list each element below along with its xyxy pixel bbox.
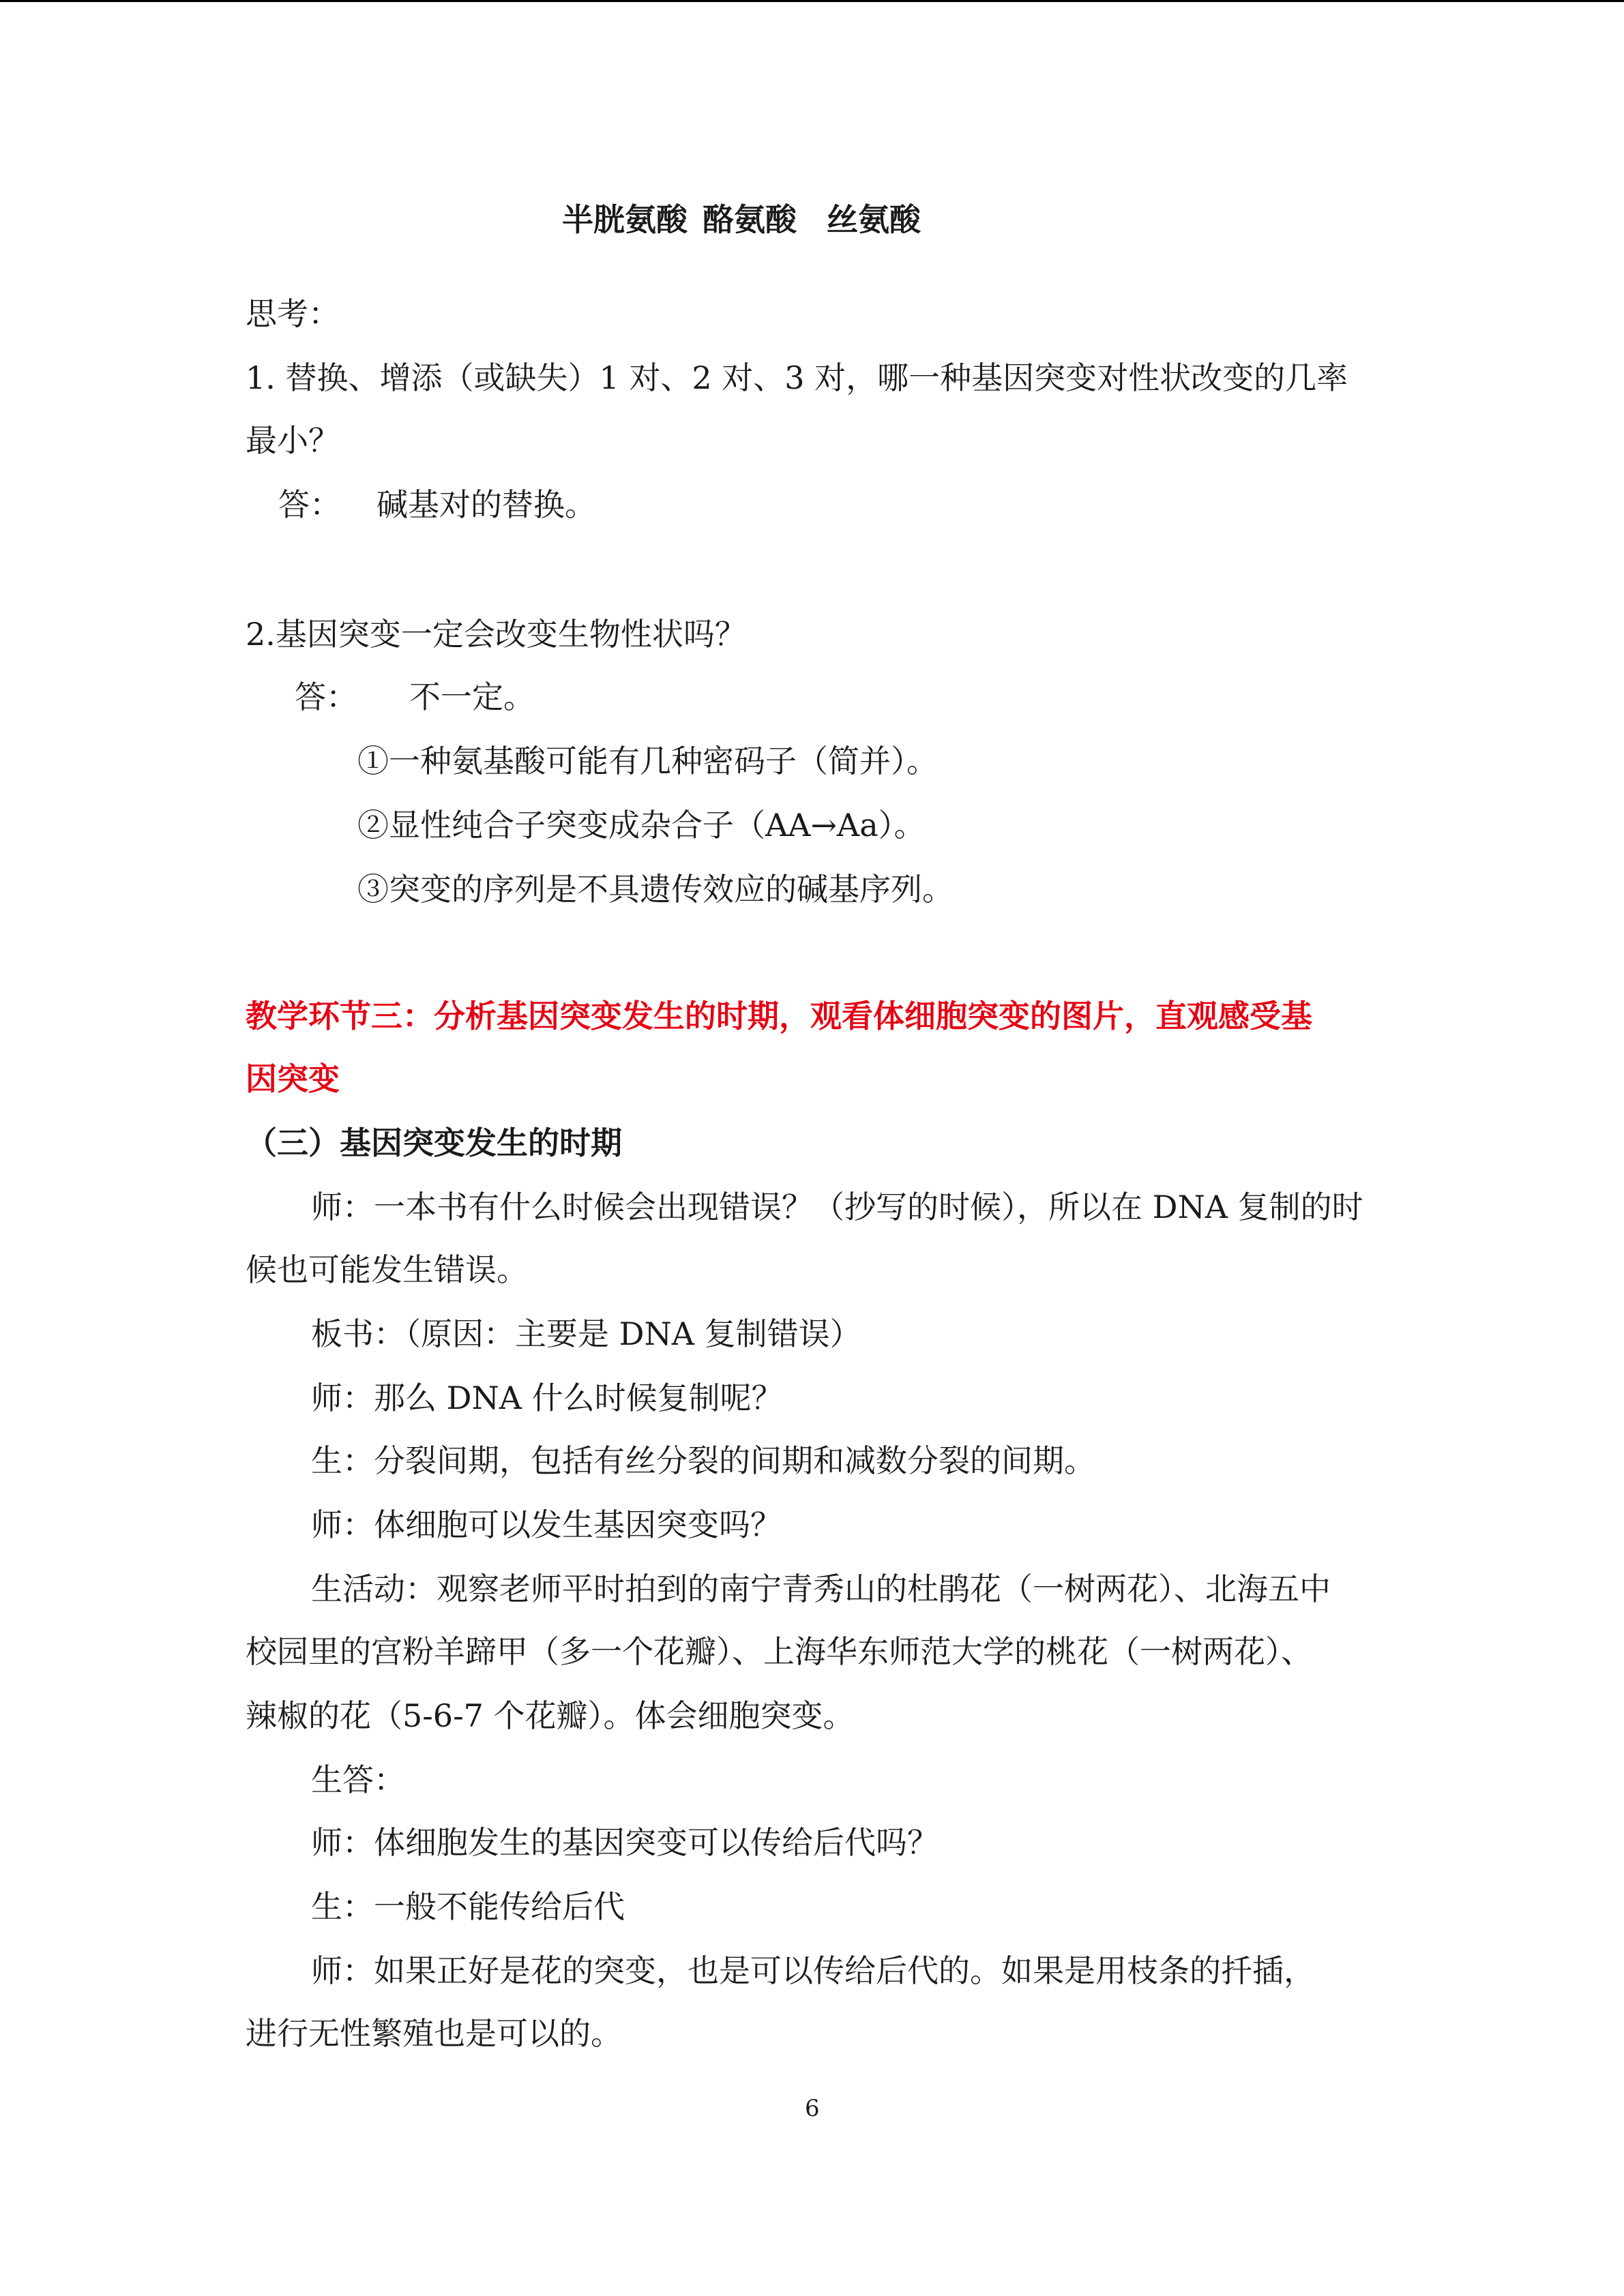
teaching-stage-heading-line-2: 因突变 [246,1060,340,1097]
amino-acid-labels [562,199,921,240]
paragraph-teacher-1-line-1: 师：一本书有什么时候会出现错误？（抄写的时候），所以在 DNA 复制的时 [311,1189,1363,1225]
reason-1: ①一种氨基酸可能有几种密码子（简并）。 [357,743,938,779]
amino-acid-tyrosine: 酪氨酸 [703,201,797,238]
section-subheading: （三）基因突变发生的时期 [246,1124,622,1161]
paragraph-student-answer: 生答： [311,1761,405,1798]
top-border [0,0,1624,2]
amino-acid-cysteine: 半胱氨酸 [562,201,688,238]
amino-acid-serine: 丝氨酸 [827,201,921,238]
paragraph-teacher-1-line-2: 候也可能发生错误。 [246,1251,528,1288]
paragraph-activity-line-2: 校园里的宫粉羊蹄甲（多一个花瓣）、上海华东师范大学的桃花（一树两花）、 [246,1633,1312,1670]
paragraph-teacher-5-line-2: 进行无性繁殖也是可以的。 [246,2015,622,2052]
teaching-stage-heading-line-1: 教学环节三：分析基因突变发生的时期，观看体细胞突变的图片，直观感受基 [246,998,1312,1034]
paragraph-teacher-3: 师：体细胞可以发生基因突变吗？ [311,1506,782,1543]
paragraph-student-2: 生：一般不能传给后代 [311,1888,625,1925]
question-2: 2.基因突变一定会改变生物性状吗？ [246,616,746,653]
question-1-line-1: 1. 替换、增添（或缺失）1 对、2 对、3 对，哪一种基因突变对性状改变的几率 [246,359,1348,396]
paragraph-activity-line-1: 生活动：观察老师平时拍到的南宁青秀山的杜鹃花（一树两花）、北海五中 [311,1570,1331,1607]
reason-2: ②显性纯合子突变成杂合子（AA→Aa）。 [357,807,926,844]
question-1-line-2: 最小？ [246,422,340,459]
answer-1-label: 答： [278,486,341,523]
page-number: 6 [805,2095,820,2122]
paragraph-student-1: 生：分裂间期，包括有丝分裂的间期和减数分裂的间期。 [311,1442,1095,1479]
answer-1-text: 碱基对的替换。 [377,486,596,523]
paragraph-teacher-5-line-1: 师：如果正好是花的突变，也是可以传给后代的。如果是用枝条的扦插， [311,1952,1315,1989]
reason-3: ③突变的序列是不具遗传效应的碱基序列。 [357,871,954,908]
answer-2-label: 答： [295,679,357,715]
think-heading: 思考： [246,295,340,332]
paragraph-teacher-2: 师：那么 DNA 什么时候复制呢？ [311,1380,783,1416]
paragraph-activity-line-3: 辣椒的花（5-6-7 个花瓣）。体会细胞突变。 [246,1697,855,1734]
paragraph-teacher-4: 师：体细胞发生的基因突变可以传给后代吗？ [311,1824,939,1861]
answer-2-text: 不一定。 [409,679,535,715]
paragraph-board-note: 板书：（原因：主要是 DNA 复制错误） [311,1315,861,1352]
